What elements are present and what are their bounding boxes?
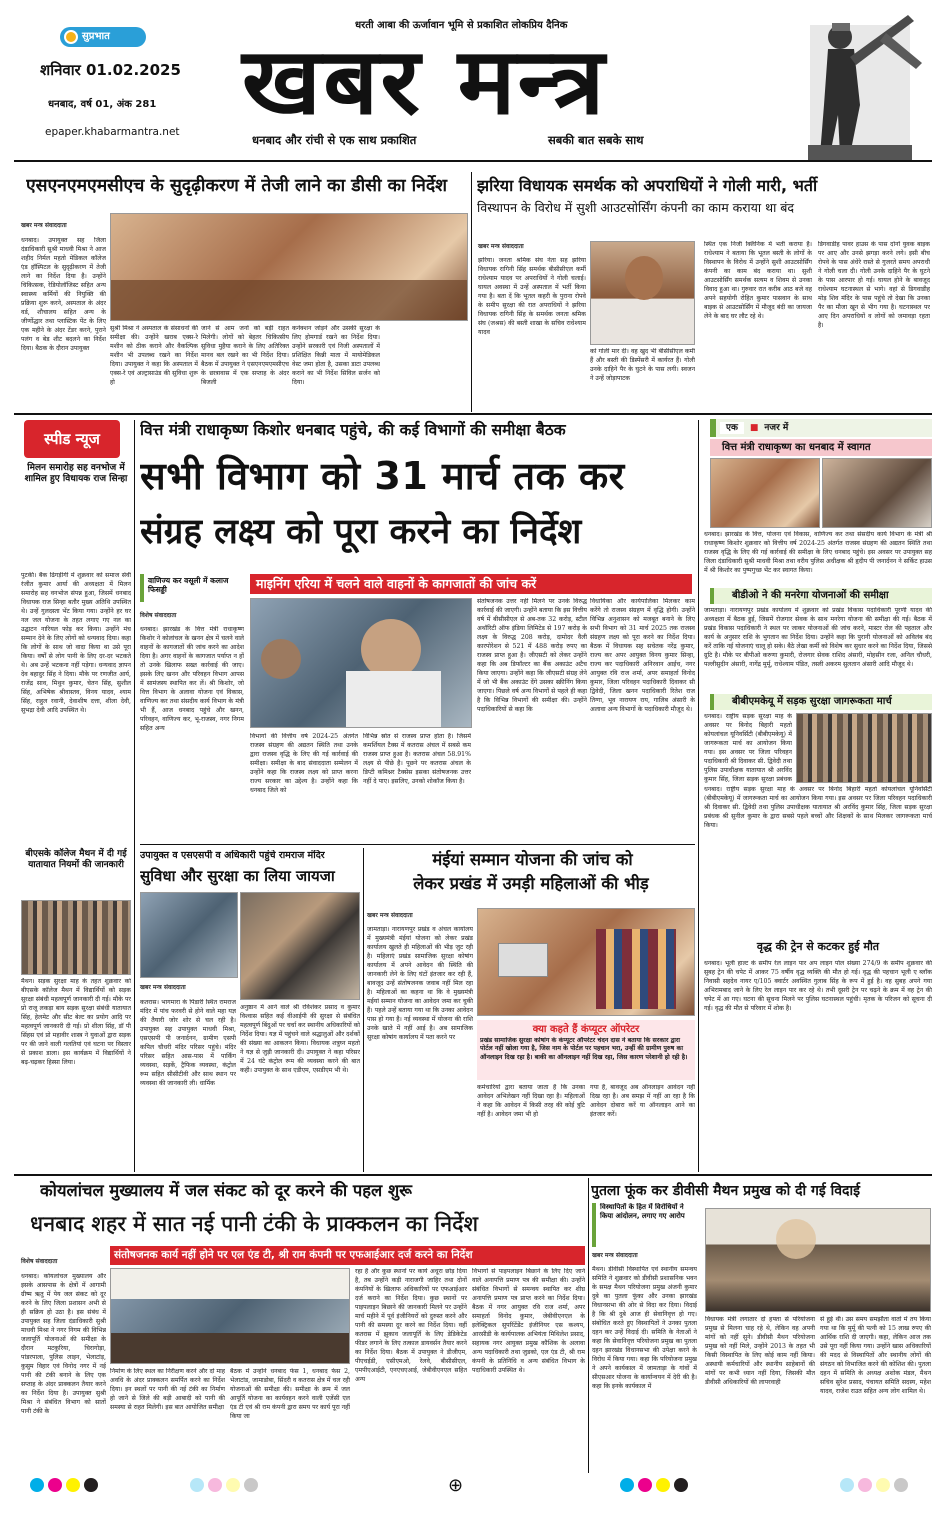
finmin-headline: वित्त मंत्री राधाकृष्ण का धनबाद में स्वागत xyxy=(710,439,932,456)
water-column: रहा है और कुछ स्थानों पर कार्य अधूरा छोड़ दिया है, तब उन्होंने कड़ी नाराजगी जाहिर तथा दोनों कंपनियों के खिलाफ अधिकारियों पर एफआईआर दर्ज कराने का निर्देश दिया। कुछ स्थानों पर पाइपलाइन बिछाने की जानकारी मिलने पर उन्होंने मार्च महीने में पूर्व इंजीनियरों को दुरुस्त करने और पानी की समस्या दूर करने का निर्देश दिया। वहीं कतरास में झुकाव जलापूर्ति के लिए डेडिकेटेड फीडर लगाने के लिए तत्काल डायवर्सन तैयार करने का निर्देश दिया। बैठक में उपायुक्त ने डीजीएम, पीएचईडी, एसीएमओ, रेलवे, बीसीसीएल, एमपीएआईटी, एनएचएआई, जेबीवीएनएल सहित अन्य xyxy=(355,1268,467,1383)
registration-mark xyxy=(48,1478,62,1492)
byline: खबर मन्त्र संवाददाता xyxy=(140,984,186,991)
registration-mark xyxy=(620,1478,634,1492)
water-strap: संतोषजनक कार्य नहीं होने पर एल एंड टी, श्री राम कंपनी पर एफआईआर दर्ज करने का निर्देश xyxy=(110,1246,585,1265)
lead-headline-line2: संग्रह लक्ष्य को पूरा करने का निर्देश xyxy=(140,512,582,552)
registration-mark xyxy=(208,1478,222,1492)
headline-snmmch: एसएनएमएमसीएच के सुदृढ़ीकरण में तेजी लाने का डीसी का निर्देश xyxy=(26,176,448,196)
callout-title: क्या कहते हैं कंप्यूटर ऑपरेटर xyxy=(532,1024,640,1035)
miner-statue-logo xyxy=(790,5,930,165)
victim-photo xyxy=(590,241,695,345)
article-paragraph: स्थित एक निजी क्लिनिक में भर्ती कराया है। राधेश्याम ने बताया कि भूतल बस्ती के लोगों के विस्थापन के विरोध में उन्होंने सुशी आउटसोर्सिंग कंपनी का काम बंद कराया था। सुशी आउटसोर्सिंग समर्थक सत्यम व शिवम से उनका विवाद हुआ था। गुरुवार रात करीब आठ बजे वह अपने सहयोगी रोहित कुमार पासवान के साथ बाइक से आउटसोर्सिंग में मौजूद बंदी का जायजा लेने के बाद घर लौट रहे थे। xyxy=(704,241,812,320)
registration-mark xyxy=(638,1478,652,1492)
college-photo xyxy=(21,900,131,975)
registration-mark xyxy=(840,1478,854,1492)
mid-column: अनुष्ठान में आने वाले श्री रविशंकर प्रसाद व कुमार विश्वास सहित कई वीआईपी की सुरक्षा से संबंधित महत्वपूर्ण बिंदुओं पर चर्चा कर स्थानीय अधिकारियों को निर्देश दिया। यज्ञ में पहुंचने वाले श्रद्धालुओं और दर्शकों की संख्या का आकलन किया। विधायक शत्रुघ्न महतो ने यज्ञ से जुड़ी जानकारी दी। उपायुक्त ने कहा परिसर में 24 घंटे कंट्रोल रूम की व्यवस्था करने की बात कही। उपायुक्त के साथ एडीएम, एसडीएम भी थे। xyxy=(240,1004,360,1074)
masthead-sub-left: धनबाद और रांची से एक साथ प्रकाशित xyxy=(252,133,417,147)
byline: खबर मन्त्र संवाददाता xyxy=(21,222,67,229)
maiyan-headline-line2: लेकर प्रखंड में उमड़ी महिलाओं की भीड़ xyxy=(413,874,649,893)
registration-mark xyxy=(190,1478,204,1492)
dvc-column: विधायक मंत्री लगातार दो हफ्ता से परियोजना प्रमुख से मिलना चाह रहे थे, लेकिन वह अपनी मांगों को नहीं सुने। डीवीसी मैथन परियोजना प्रमुख को नहीं मिले, उन्होंने 2013 के तहत भी किसी विस्थापित के लिए कोई काम नहीं किया। अस्थायी कर्मचारियों और स्थानीय साहेबानों की मांगों पर कभी ध्यान नहीं दिया, जिसकी मौत डीवीसी अधिकारियों की लापरवाही xyxy=(705,1316,815,1386)
registration-mark xyxy=(66,1478,80,1492)
registration-target: ⊕ xyxy=(448,1475,464,1496)
lead-column: विभिन्न स्रोत से राजस्व प्राप्त होता है। जिसमें कमर्शियल टैक्स में कतरास अंचल में सबसे कम राजस्व प्राप्त हुआ है। कतरास अंचल 58.91% लक्ष्य से पीछे है। पूछने पर कतरास अंचल के डिप्टी कमिश्नर टैक्सेस इसका संतोषजनक उत्तर नहीं दे पाए। इसलिए, उनको शोकॉज किया है। xyxy=(363,733,471,785)
byline: विशेष संवाददाता xyxy=(140,612,177,619)
officials-photo xyxy=(140,892,238,978)
byline: खबर मन्त्र संवाददाता xyxy=(592,1252,638,1259)
article-paragraph: धनबाद। उपायुक्त सह जिला दंडाधिकारी सुश्री माधवी मिश्रा ने आज शहीद निर्मल महतो मेडिकल कॉलेज एंड हॉस्पिटल के सुदृढ़ीकरण में तेजी लाने का निर्देश दिया है। उन्होंने चिकित्सक, रेडियोलॉजिस्ट सहित अन्य स्वास्थ्य कर्मियों की नियुक्ति की प्रक्रिया शुरू करने, अस्पताल के अंदर वर्ड, शौचालय सहित अन्य के जीर्णोद्धार तथा प्लास्टिक पेंट के लिए एक महीने के अंदर टेंडर करने, पुराने पलंग व बेड शीट बदलने का निर्देश दिया। बैठक के दौरान उपायुक्त xyxy=(21,237,106,352)
registration-mark xyxy=(244,1478,258,1492)
registration-mark xyxy=(858,1478,872,1492)
article-paragraph: झरिया। जनता श्रमिक संघ नेता सह झरिया विधायक रागिनी सिंह समर्थक बीसीसीएल कर्मी राधेश्याम यादव पर अपराधियों ने गोली चलाई। घायल अवस्था में उन्हें अस्पताल में भर्ती किया गया है। बता दें कि भूतल कहरी के पुराना रोपवे के समीप सुरक्षा की रात अपराधियों ने झरिया विधायक रागिनी सिंह के समर्थक जनता श्रमिक संघ (जश्रस) की बस्ती शाखा के सचिव राधेश्याम यादव xyxy=(478,257,586,336)
water-headline: धनबाद शहर में सात नई पानी टंकी के प्राक्कलन का निर्देश xyxy=(30,1212,479,1237)
brand-badge: सुप्रभात xyxy=(60,27,146,47)
operator-callout xyxy=(477,1020,695,1080)
water-column: बैठक में उन्होंने धनबाद फेस 1, धनबाद फेस 2, भेलाटांड, जामाडोबा, सिंदरी व कतरास क्षेत्र में चल रही योजनाओं की समीक्षा की। समीक्षा के क्रम में जल आपूर्ति योजना का कार्यवहन करने वाली एजेंसी एल एंड टी एवं श्री राम कंपनी द्वारा समय पर कार्य पूरा नहीं किया जा xyxy=(230,1368,350,1420)
byline: खबर मन्त्र संवाददाता xyxy=(367,912,413,919)
welcome-photo xyxy=(710,458,820,528)
bbmkv-headline: बीबीएमकेयू में सड़क सुरक्षा जागरूकता मार्च xyxy=(710,694,932,710)
epaper-link[interactable]: epaper.khabarmantra.net xyxy=(45,126,180,138)
review-meeting-photo xyxy=(110,1268,350,1364)
elder-headline: वृद्ध की ट्रेन से कटकर हुई मौत xyxy=(756,940,880,953)
lead-headline-line1: सभी विभाग को 31 मार्च तक कर xyxy=(140,454,625,498)
mid-column: कतरास। भागमारा के पिंडारी स्थित रामराज मंदिर में पांच फरवरी से होने वाले महा यज्ञ की तैयारी जोर शोर से चल रही है। उपायुक्त सह उपायुक्त माधवी मिश्रा, एसएसपी पी जनार्दनन, ग्रामीण एसपी कपिल चौधरी मंदिर परिसर पहुंचे। मंदिर परिसर सहित आस-पास में पार्किंग व्यवस्था, सड़कें, ट्रैफिक व्यवस्था, कंट्रोल रूम सहित सीसीटीवी और साथ स्थान पर व्यवस्था की जानकारी ली। धार्मिक xyxy=(140,999,236,1087)
newspaper-title: खबर मन्त्र xyxy=(242,28,607,135)
registration-mark xyxy=(656,1478,670,1492)
registration-mark xyxy=(84,1478,98,1492)
water-column: निर्माण के लिए स्थल का निरीक्षण करने और दो माह अवधि के अंदर प्राक्कलन समर्पित करने का निर्देश दिया। इन स्थलों पर पानी की नई टंकी का निर्माण हो जाने से जिले की बड़ी आबादी को पानी की समस्या से राहत मिलेगी। इस बात आयोजित समीक्षा xyxy=(110,1368,225,1411)
byline: खबर मन्त्र संवाददाता xyxy=(478,243,524,250)
lead-column: धनबाद। झारखंड के वित्त मंत्री राधाकृष्ण किशोर ने कोलांचल के खनन क्षेत्र में चलने वाले वाहनों के कागजातों की जांच करने का आदेश दिया है। अगर वाहनों के कागजात पर्याप्त न हों तो उनके खिलाफ सख्त कार्रवाई की जाए। इसके लिए खनन और परिवहन विभाग आपस में सामंजस्य स्थापित कर लें। श्री किशोर, जो वित्त विभाग के अलावा योजना एवं विकास, वाणिज्य कर तथा संसदीय कार्य विभाग के मंत्री भी हैं, आज धनबाद पहुंचे और खनन, परिवहन, वाणिज्य कर, भू-राजस्व, नगर निगम सहित अन्य xyxy=(140,626,244,732)
water-kicker: कोयलांचल मुख्यालय में जल संकट को दूर करने की पहल शुरू xyxy=(40,1181,412,1200)
maiyan-column: कर्मचारियों द्वारा बताया जाता है कि उनका आवेदन अभिलेखन नहीं दिखा रहा है। महिलाओं ने कहा कि आवेदन में किसी तरह की कोई त्रुटि नहीं है। आवेदन जमा भी हो xyxy=(477,1084,585,1118)
article-paragraph: सुश्री मिश्रा ने अस्पताल के संसाधनों की समीक्षा की। उन्होंने खराब एक्स-रे मशीन को ठीक कराने और वैकल्पिक मशीन भी उपलब्ध रखने का निर्देश दिया। उपायुक्त ने कहा कि अस्पताल में एक्स-रे एवं अल्ट्रासाउंड की सुविधा शुरू हो xyxy=(110,325,198,386)
mid-kicker: उपायुक्त व एसएसपी व अधिकारी पहुंचे रामराज मंदिर xyxy=(140,850,325,861)
maiyan-column: जामताड़ा। नारायणपुर प्रखंड व अंचल कार्यालय में मुख्यमंत्री मंईयां योजना को लेकर प्रखंड कार्यालय खुलते ही महिलाओं की भीड़ जुट रही है। महिलाएं प्रखंड सामाजिक सुरक्षा कोषांग कार्यालय में अपने आवेदन की स्थिति की जानकारी लेने के लिए घंटों इंतजार कर रही हैं, बावजूद उन्हें संतोषजनक जवाब नहीं मिल रहा है। महिलाओं का कहना था कि वे मुख्यमंत्री मईयां सम्मान योजना का आवेदन जमा कर चुकी हैं। पहले उन्हें बताया गया था कि उनका आवेदन पास हो गया है। नई व्यवस्था में योजना की राशि उनके खाते में नहीं आई है। अब सामाजिक सुरक्षा कोषांग कार्यालय में पता करने पर xyxy=(367,926,473,1041)
lead-side-label: वाणिज्य कर वसूली में कलाज फिसड्डी xyxy=(140,574,244,602)
article-paragraph xyxy=(383,325,468,409)
issue-edition: धनबाद, वर्ष 01, अंक 281 xyxy=(48,99,157,110)
sun-icon xyxy=(64,30,78,44)
speed-news-body: पुटकी। बैंक ढिगड़ीगी में शुक्रवार को समाज सेवी रंजीत कुमार आर्या की अध्यक्षता में मिलन समारोह सह वनभोज संपन्न हुआ, जिसमें धनबाद विधायक राज सिन्हा बतौर मुख्य अतिथि उपस्थित थे। उन्हें गुलदस्ता भेंट किया गया। उन्होंने हर घर नल जल योजना के तहत लगाए गए नल का उद्घाटन नारियल फोड़ कर किया। उन्होंने मंच सम्मान देने के लिए लोगों को धन्यवाद दिया। कहा कि लोगों के साथ जो वादा किया था उसे पूरा किया। वर्षों से लोग पानी के लिए दर-दर भटकते थे। अब उन्हें भटकना नहीं पड़ेगा। धन्यवाद ज्ञापन देव बहादुर सिंह ने दिया। मौके पर रणजीत आर्य, राजेंद्र साव, मिथुन कुमार, चेतन सिंह, सुशील सिंह, अभिषेक श्रीवास्तव, विनय यादव, श्याम सिंह, राहुल रवानी, देवाशीष दत्ता, शीला देवी, सुभद्रा देवी आदि उपस्थित थे। xyxy=(21,572,131,714)
dvc-column: मैथन। डीवीसी विस्थापित एवं स्थानीय समन्वय समिति ने शुक्रवार को डीवीसी प्रशासनिक भवन के समक्ष मैथन परियोजना प्रमुख अंजनी कुमार दुबे का पुतला फूंका और उनका झारखंड विधानसभा की ओर से विदा कर दिया। विदाई है कि श्री दुबे आज ही सेवानिवृत्त हो गए। संबोधित करते हुए विस्थापितों ने उनका पुतला दहन कर उन्हें विदाई दी। समिति के नेताओं ने कहा कि सेवानिवृत्त परियोजना प्रमुख का पुतला दहन झारखंड विधानसभा की उपेक्षा करने के विरोध में किया गया। कहा कि परियोजना प्रमुख ने अपने कार्यकाल में जामताड़ा के गांवों में सीएसआर योजना के कार्यान्वयन में देरी की है। कहा कि इनके कार्यकाल में xyxy=(592,1266,697,1390)
speed-news-logo: स्पीड न्यूज xyxy=(24,420,120,458)
registration-mark xyxy=(674,1478,688,1492)
maiyan-column: गया है, बावजूद अब ऑनलाइन आवेदन नहीं दिख रहा है। अब समझ में नहीं आ रहा है कि आवेदन दोबारा करें या ऑनलाइन आने का इंतजार करें। xyxy=(590,1084,695,1118)
article-paragraph: को गोली मार दी। वह खुद भी बीसीसीएल कर्मी हैं और बस्ती की डिस्पेंसरी में कार्यरत हैं। गोली उनके दाहिने पैर के घुटने के पास लगी। स्वजन ने उन्हें जोड़ापाटक xyxy=(590,348,695,382)
welcome-photo xyxy=(822,458,932,528)
march-photo xyxy=(796,713,932,783)
registration-mark xyxy=(876,1478,890,1492)
lead-kicker: वित्त मंत्री राधाकृष्ण किशोर धनबाद पहुंचे, की कई विभागों की समीक्षा बैठक xyxy=(140,421,566,439)
right-body: धनबाद। राष्ट्रीय सड़क सुरक्षा माह के अवसर पर बिनोद बिहारी महतो कोयलांचल यूनिवर्सिटी (बीबीएमकेयू) में जागरूकता मार्च का आयोजन किया गया। इस अवसर पर जिला परिवहन पदाधिकारी श्री दिवाकर सी. द्विवेदी तथा पुलिस उपाधीक्षक यातायात श्री अरविंद कुमार सिंह, जिला सड़क सुरक्षा प्रबंधक श्री सुनील कुमार के द्वारा सबसे पहले बच्चों और शिक्षकों के साथ मिलकर जागरूकता मार्च किया। xyxy=(704,786,932,829)
right-body: धनबाद। राष्ट्रीय सड़क सुरक्षा माह के अवसर पर बिनोद बिहारी महतो कोयलांचल यूनिवर्सिटी (बीबीएमकेयू) में जागरूकता मार्च का आयोजन किया गया। इस अवसर पर जिला परिवहन पदाधिकारी श्री दिवाकर सी. द्विवेदी तथा पुलिस उपाधीक्षक यातायात श्री अरविंद कुमार सिंह, जिला सड़क सुरक्षा प्रबंधक xyxy=(704,713,792,783)
bdo-headline: बीडीओ ने की मनरेगा योजनाओं की समीक्षा xyxy=(710,588,932,604)
article-paragraph: डिगवाडीह पावर हाउस के पास दोनों युवक बाइक पर आए और उनसे झगड़ा करने लगे। इसी बीच रोपवे के पास अंधेरे रास्ते से गुजरते समय अपराधी ने गोली चला दी। गोली उनके दाहिने पैर के घुटने के पास आरपार हो गई। घायल होने के बावजूद राधेश्याम घटनास्थल से भागे। वहां से डिगवाडीह मोड़ शिव मंदिर के पास पहुंचे तो देखा कि उनका पैर का मौजा खून से भीग गया है। घटनास्थल पर आए दिन अपराधियों व लोगों को जमावड़ा रहता है। xyxy=(818,241,930,329)
maiyan-headline-line1: मंईयां सम्मान योजना की जांच को xyxy=(432,850,633,869)
headline-jharia: झरिया विधायक समर्थक को अपराधियों ने गोली मारी, भर्ती xyxy=(477,176,818,195)
dvc-column: से हुई थी। उस समय समझौता वार्ता में तय किया गया था कि मुर्मू की पत्नी को 15 लाख रुपए की आर्थिक राशि दी जाएगी। कहा, लेकिन आज तक उसे पूरा नहीं किया गया। उन्होंने खास अधिकारियों की मदद से विस्थापितों और स्थानीय लोगों की संगठन को विभाजित करने की कोशिश की। पुतला दहन में समिति के अध्यक्ष अशोक मंडल, मैथन सचिव सुरेश प्रसाद, पंचायत समिति सदस्य, महेश यादव, राजेश राउत सहित अन्य लोग शामिल थे। xyxy=(820,1316,931,1395)
right-body: जामताड़ा। नारायणपुर प्रखंड कार्यालय में शुक्रवार को प्रखंड विकास पदाधिकारी पूरणी यादव की अध्यक्षता में बैठक हुई, जिसमें रोजगार सेवक के साथ मनरेगा योजना की समीक्षा की गई। बैठक में प्रखंड विकास पदाधिकारी ने स्थल पर जाकर योजनाओं की जांच करने, मास्टर रोल की पहताल और कार्य के अनुसार राशि के भुगतान का निर्देश दिया। उन्होंने कहा कि पुरानी योजनाओं को अविलंब बंद करें ताकि नई योजनाएं चालू हो सके। बैठे लेखा कर्मी को विशेष कर सुधार करने का निर्देश दिया, जिससे ग्रुटि है। मौके पर बीपीओ करुणा कुमारी, रोजगार सेवक राशिद अंसारी, मोहसीन रजा, अनिल चौधरी, पल्लीसुदीन अंसारी, नागेंद्र मुर्मू, राधेश्याम पंडित, तस्ली अकरम सुलतान अंसारी आदि मौजूद थे। xyxy=(704,607,932,668)
speed-news-headline: बीएसके कॉलेज मैथन में दी गई यातायात नियमों की जानकारी xyxy=(25,849,127,870)
registration-mark xyxy=(894,1478,908,1492)
lead-red-strap: माइनिंग एरिया में चलने वाले वाहनों के कागजातों की जांच करें xyxy=(250,574,692,594)
speed-news-headline: मिलन समारोह सह वनभोज में शामिल हुए विधायक राज सिन्हा xyxy=(24,463,128,484)
meeting-photo xyxy=(110,213,468,321)
masthead-tagline: धरती आबा की ऊर्जावान भूमि से प्रकाशित लोकप्रिय दैनिक xyxy=(355,20,568,31)
article-paragraph: जाने से आम जनों को बड़ी राहत मिलेगी। लोगों को बेहतर चिकित्सीय सुविधा मुहैया कराने के लिए अतिरिक्त मानव बल रखने का भी निर्देश दिया। बैठक में उपायुक्त ने एसएनएमएमसीएच के छात्रावास में एक सप्ताह के अंदर बिजली xyxy=(201,325,289,386)
right-body: धनबाद। झारखंड के वित्त, योजना एवं विकास, वाणिज्य कर तथा संसदीय कार्य विभाग के मंत्री श्री राधाकृष्ण किशोर शुक्रवार को वित्तीय वर्ष 2024-25 अंतर्गत राजस्व संग्रहण की अद्यतन स्थिति तथा राजस्व वृद्धि के लिए की गई कार्रवाई की समीक्षा के लिए धनबाद पहुंचे। इस अवसर पर उपायुक्त सह जिला दंडाधिकारी सुश्री माधवी मिश्रा तथा वरीय पुलिस अधीक्षक श्री हृदीप पी जनार्दनन ने सर्किट हाउस में श्री किशोर का पुष्पगुच्छ भेंट कर स्वागत किया। xyxy=(704,531,932,574)
star-icon: ■ xyxy=(749,422,759,433)
mid-headline: सुविधा और सुरक्षा का लिया जायजा xyxy=(140,867,335,885)
masthead-sub-right: सबकी बात सबके साथ xyxy=(548,133,644,147)
temple-photo xyxy=(240,892,360,1000)
dvc-side-label: विस्थापितों के हित में विरोधियों ने किया आंदोलन, लगाए गए आरोप xyxy=(592,1203,692,1247)
ek-nazar-tag: एक ■ नजर में xyxy=(710,419,932,437)
byline: विशेष संवाददाता xyxy=(21,1258,58,1265)
water-column: धनबाद। कोयलांचल मुख्यालय और इसके आसपास के क्षेत्रों में आगामी ग्रीष्म ऋतु में पेय जल संकट को दूर करने के लिए जिला प्रशासन अभी से ही सक्रिय हो उठा है। इस संबंध में उपायुक्त सह जिला दंडाधिकारी सुश्री माधवी मिश्रा ने नगर निगम की विभिन्न जलापूर्ति योजनाओं की समीक्षा के दौरान मटकुरिया, चिरागोड़ा, पांडरपाला, पुलिस लाइन, भेलाटांड़, कुसुम विहार एवं विनोद नगर में नई पानी की टंकी बनाने के लिए एक सप्ताह के अंदर प्राक्कलन तैयार करने का निर्देश दिया है। उपायुक्त सुश्री मिश्रा ने संबंधित विभाग को सातों पानी टंकी के xyxy=(21,1273,106,1415)
registration-mark xyxy=(226,1478,240,1492)
finance-minister-photo xyxy=(250,598,472,728)
lead-column: विधायिका और कार्यपालिका मिलकर काम करेंगे तो राजस्व संग्रहण में वृद्धि होगी। उन्होंने विभिन्न अनुशासन को मजबूत बनाने के लिए सभी विभाग को 31 मार्च 2025 तक राजस्व संग्रहण लक्ष्य को पूरा करने का निर्देश दिया। बैठक में विधायक सह सचेतक नरेंद्र कुमार, राज्य कर अपर आयुक्त विनय कुमार सिन्हा, राज्य कर पदाधिकारी अनिरवान आईच, नगर आयुक्त रवि राज शर्मा, अपर समाहर्ता विनोद कुमार, जिला परिवहन पदाधिकारी दिवाकर सी द्विवेदी, जिला खनन पदाधिकारी रितेश राज तिग्गा, भूव नारायण राय, गालिब अंसारी के अलावा अन्य विभागों के पदाधिकारी मौजूद थे। xyxy=(590,598,695,713)
issue-date: शनिवार 01.02.2025 xyxy=(40,61,181,79)
lead-column: संतोषजनक उत्तर नहीं मिलने पर उनके विरुद्ध कार्रवाई की जाएगी। उन्होंने बताया कि इस वित्तीय वर्ष में बीसीसीएल से अब-तक 32 करोड़, स्टील अथॉरिटी ऑफ इंडिया लिमिटेड से 197 करोड़ के लक्ष्य के विरुद्ध 208 करोड़, दामोदर वैली कारपोरेशन से 521 में 488 करोड़ रुपए का राजस्व प्राप्त हुआ है। जीएसटी को लेकर उन्होंने कहा कि अब डिफॉल्टर का बैंक अकाउंट अटैच किया जाएगा। उन्होंने कहा कि जीएसटी संग्रह लेने में जो भी बैंक अकाउंट देंगे उसका स्क्रीनिंग किया जाएगा। पिछले वर्ष अन्य विभागों से पहले ही कहा है कि विभिन्न विभागों की समीक्षा की। उन्होंने पदाधिकारियों से कहा कि xyxy=(477,598,587,713)
effigy-protest-photo xyxy=(705,1208,931,1312)
dvc-headline: पुतला फूंक कर डीवीसी मैथन प्रमुख को दी गई विदाई xyxy=(591,1183,860,1199)
right-body: धनबाद। भूली हाल्ट के समीप रेल लाइन पार अप लाइन पोल संख्या 274/9 के समीप शुक्रवार की सुबह ट्रेन की चपेट में आकर 75 वर्षीय वृद्ध व्यक्ति की मौत हो गई। वृद्ध की पहचान भूली ए ब्लॉक निवासी सहदेव नायर ए/105 क्वार्टर अवस्थित गुलाब सिंह के रूप में हुई है। वह सुबह अपने गया अभिरामबाद जाने के लिए रेल लाइन पार कर रहे थे। तभी दूसरी ट्रेन पर चढ़ने के क्रम में वह ट्रेन की चपेट में आ गए। घटना की सूचना मिलने पर पुलिस घटनास्थल पहुंची। मृतक के परिजन को सूचना दी गई। वृद्ध की मौत से परिवार में शोक है। xyxy=(704,960,932,1012)
subhead-jharia: विस्थापन के विरोध में सुशी आउटसोर्सिंग कंपनी का काम कराया था बंद xyxy=(477,200,795,215)
women-crowd-photo xyxy=(477,908,695,1016)
article-paragraph: कनेक्शन जोड़ने और उसकी सुरक्षा के लिए होमगार्ड रखने का निर्देश दिया। उन्होंने सरकारी एवं निजी अस्पतालों में प्रशिक्षित किन्नी माता में मायोमेडिकल वेस्ट जमा होता है, उसका डाटा उपलब्ध कराने का भी निर्देश सिविल सर्जन को दिया। xyxy=(292,325,380,386)
registration-mark xyxy=(30,1478,44,1492)
water-column: विभागों से पाइपलाइन बिछाने के लिए दिए जाने वाले अनापत्ति प्रमाण पत्र की समीक्षा की। उन्होंने संबंधित विभागों से समन्वय स्थापित कर शीघ्र अनापत्ति प्रमाण पत्र प्राप्त करने का निर्देश दिया। बैठक में नगर आयुक्त रवि राज शर्मा, अपर समाहर्ता विनोद कुमार, जेबीवीएनएल के इलेक्ट्रिकल सुपरिंटेंडेंट इंजीनियर एस कश्यप, आरसीडी के कार्यपालक अभियंता मिथिलेश प्रसाद, सहायक नगर आयुक्त प्रमुख कौशिक के अलावा अन्य पदाधिकारी तथा जुडको, एल एंड टी, श्री राम कंपनी के प्रतिनिधि व अन्य संबंधित विभाग के पदाधिकारी उपस्थित थे। xyxy=(472,1268,585,1374)
callout-body: प्रखंड सामाजिक सुरक्षा कोषांग के कंप्यूटर ऑपरेटर चंदन दास ने बताया कि सरकार द्वारा पोर्टल नहीं खोला गया है, जिस नाम के पोर्टल पर पहचान भरा, उन्हीं की ग्रामीण पुरुष का ऑनलाइन दिख रहा है। बाकी का ऑनलाइन नहीं दिख रहा, जिस कारण परेशानी हो रही है। xyxy=(480,1036,688,1062)
lead-column: विभागों की वित्तीय वर्ष 2024-25 अंतर्गत राजस्व संग्रहण की अद्यतन स्थिति तथा उनके द्वारा राजस्व वृद्धि के लिए की गई कार्रवाई की समीक्षा। समीक्षा के बाद संवाददाता सम्मेलन में उन्होंने कहा कि राजस्व लक्ष्य को प्राप्त करना राज्य सरकार का उद्देश्य है। उन्होंने कहा कि धनबाद जिले को xyxy=(250,733,358,794)
speed-news-body: मैथन। सड़क सुरक्षा माह के तहत शुक्रवार को बीएसके कॉलेज मैथन में विद्यार्थियों को सड़क सुरक्षा संबंधी महत्वपूर्ण जानकारी दी गई। मौके पर प्रो राजू लकड़ा बाय सड़क सुरक्षा संबंधी यातायात सिंह, हेलमेट और सीट बेल्ट का प्रयोग आदि पर महत्वपूर्ण जानकारी दी गई। प्रो शीला सिंह, डॉ पी सिंहस एवं प्रो महावीर शास्त्र ने युवाओं द्वारा सड़क पर की जाने वाली गलतियां एवं घटना पर विस्तार से प्रकाश डाला। इस कार्यक्रम में विद्यार्थियों ने बढ़-चढ़कर हिस्सा लिया। xyxy=(21,978,131,1066)
